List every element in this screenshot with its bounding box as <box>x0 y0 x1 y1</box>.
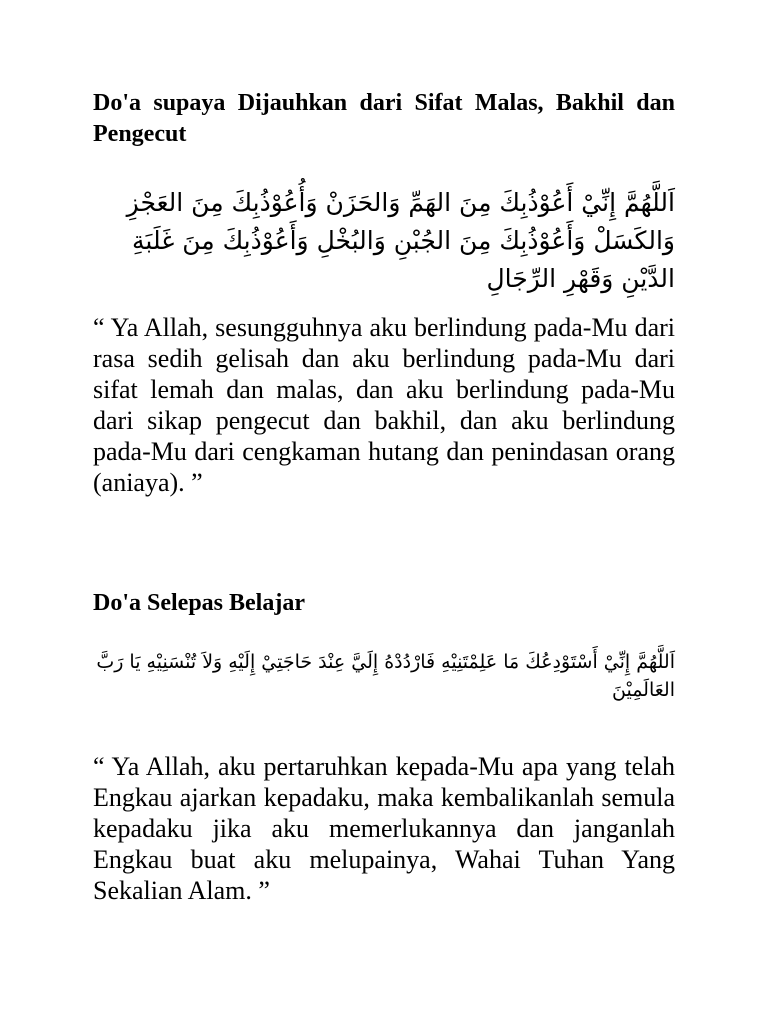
doa-arabic-block <box>93 648 675 704</box>
arabic-text: اَللَّهُمَّ إِنِّيْ أَعُوْذُبِكَ مِنَ الهَمِّ وَالحَزَنْ وَأُعُوْذُبِكَ مِنَ العَجْزِ وَالكَسَلْ وَأَعُوْذُبِكَ مِنَ الجُبْنِ وَالبُخْلِ وَأَعُوْذُبِكَ مِنَ غَلَبَةِ الدَّيْنِ وَقَهْرِ الرِّجَالِ <box>126 188 675 293</box>
doa-translation-block <box>93 751 675 906</box>
doa-translation-block <box>93 312 675 498</box>
section-title: Do'a Selepas Belajar <box>93 590 305 616</box>
doa-arabic-block <box>93 184 675 298</box>
doa-section-belajar <box>93 588 675 619</box>
section-title: Do'a supaya Dijauhkan dari Sifat Malas, Bakhil dan Pengecut <box>93 90 675 147</box>
doa-section-malas <box>93 88 675 150</box>
translation-text: “ Ya Allah, aku pertaruhkan kepada-Mu apa yang telah Engkau ajarkan kepadaku, maka kembalikanlah semula kepadaku jika aku memerlukannya dan janganlah Engkau buat aku melupainya, Wahai Tuhan Yang Sekalian Alam. ” <box>93 752 675 905</box>
arabic-text: اَللَّهُمَّ إِنِّيْ أَسْتَوْدِعُكَ مَا عَلِمْتَنِيْهِ فَارْدُدْهُ إِلَيَّ عِنْدَ حَاجَتِيْ إِلَيْهِ وَلاَ تُنْسَنِيْهِ يَا رَبَّ العَالَمِيْنَ <box>96 651 675 701</box>
translation-text: “ Ya Allah, sesungguhnya aku berlindung pada-Mu dari rasa sedih gelisah dan aku berlindung pada-Mu dari sifat lemah dan malas, dan aku berlindung pada-Mu dari sikap pengecut dan bakhil, dan aku berlindung pada-Mu dari cengkaman hutang dan penindasan orang (aniaya). ” <box>93 313 675 497</box>
